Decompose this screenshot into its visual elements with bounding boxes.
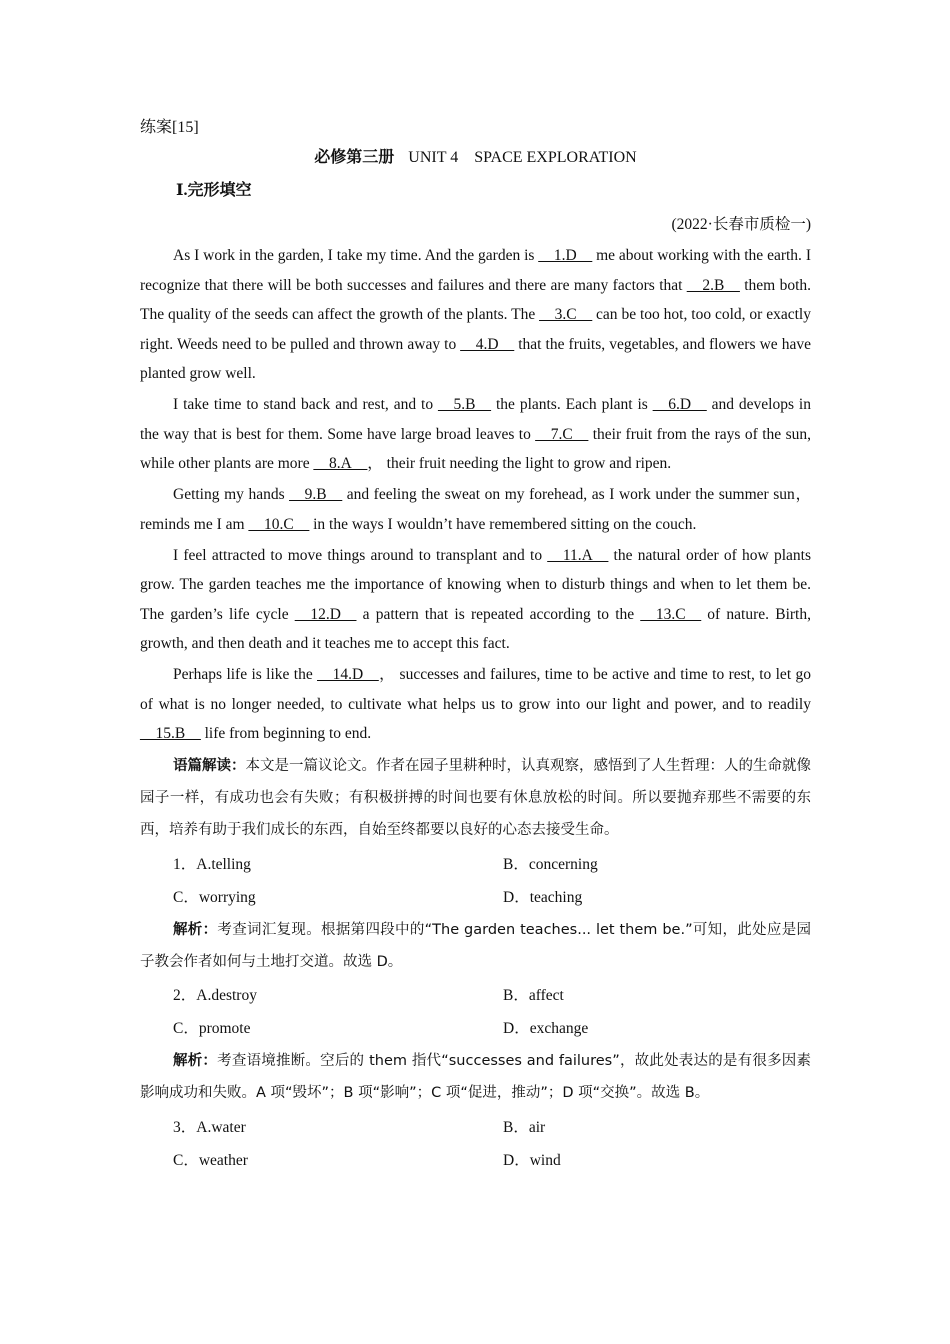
page-title — [140, 143, 811, 173]
blank-9: __9.B__ — [289, 486, 343, 503]
text: ， their fruit needing the light to grow and ripen. — [367, 455, 672, 472]
blank-2: __2.B__ — [686, 276, 740, 294]
source-note: (2022·长春市质检一) — [671, 216, 811, 233]
blank-3: __3.C__ — [539, 306, 593, 323]
text: can be too hot, too cold, or exactly right. Weeds need to be pulled and thrown away to — [140, 306, 811, 353]
option-a: 2．A.destroy — [173, 987, 257, 1004]
text: life from beginning to end. — [200, 725, 372, 742]
text: and feeling the sweat on my forehead, as I work under the summer sun，reminds me I am — [140, 486, 811, 533]
blank-6: __6.D__ — [652, 396, 707, 413]
passage-paragraph-1 — [140, 241, 811, 389]
text: of nature. Birth, growth, and then death and it teaches me to accept this fact. — [140, 605, 811, 652]
option-d: D．exchange — [503, 1020, 589, 1037]
question-2-explanation — [140, 1045, 811, 1109]
text: their fruit from the rays of the sun, while other plants are more — [140, 425, 812, 472]
blank-7: __7.C__ — [535, 425, 589, 443]
blank-4: __4.D__ — [460, 335, 515, 353]
text: a pattern that is repeated according to the — [356, 605, 641, 623]
option-c: C．promote — [173, 1020, 251, 1037]
text: that the fruits, vegetables, and flowers we have planted grow well. — [140, 335, 811, 382]
text: I take time to stand back and rest, and to — [173, 396, 439, 413]
blank-13: __13.C__ — [640, 605, 702, 623]
blank-12: __12.D__ — [294, 605, 357, 623]
explanation-label: 解析： — [173, 921, 218, 938]
reading-text: 本文是一篇议论文。作者在园子里耕种时，认真观察，感悟到了人生哲理：人的生命就像园子一样，有成功也会有失败；有积极拼搏的时间也要有休息放松的时间。所以要抛弃那些不需要的东西，培养有助于我们成长的东西，自始至终都要以良好的心态去接受生命。 — [140, 758, 811, 838]
explanation-text: 考查词汇复现。根据第四段中的“The garden teaches... let them be.”可知，此处应是园子教会作者如何与土地打交道。故选 D。 — [140, 921, 811, 970]
blank-15: __15.B__ — [140, 725, 201, 742]
exercise-label: 练案[15] — [140, 119, 199, 136]
blank-14: __14.D__ — [317, 666, 379, 683]
option-a: 3．A.water — [173, 1118, 246, 1136]
question-1-options-row-2 — [140, 881, 811, 914]
text: and develops in the way that is best for them. Some have large broad leaves to — [140, 396, 811, 443]
passage-paragraph-2 — [140, 390, 811, 479]
reading-label: 语篇解读： — [173, 758, 246, 774]
blank-8: __8.A__ — [313, 455, 368, 472]
question-3-options-row-2 — [140, 1144, 811, 1177]
explanation-label: 解析： — [173, 1053, 218, 1069]
text: Perhaps life is like the — [173, 666, 318, 683]
option-c: C．weather — [173, 1151, 248, 1169]
question-1-options-row-1 — [140, 848, 811, 881]
option-b: B．concerning — [503, 855, 598, 873]
text: me about working with the earth. I recognize that there will be both successes and failures and there are many factors that — [140, 247, 811, 294]
title-english: UNIT 4 SPACE EXPLORATION — [408, 149, 637, 166]
question-1-explanation — [140, 914, 811, 978]
option-b: B．affect — [503, 987, 564, 1004]
explanation-text: 考查语境推断。空后的 them 指代“successes and failures”，故此处表达的是有很多因素影响成功和失败。A 项“毁坏”；B 项“影响”；C 项“促进，推动”；D 项“交换”。故选 B。 — [140, 1053, 811, 1101]
text: them both. The quality of the seeds can affect the growth of the plants. The — [140, 276, 811, 323]
text: I feel attracted to move things around to transplant and to — [173, 546, 548, 564]
text: Getting my hands — [173, 486, 290, 503]
question-2-options-row-2 — [140, 1012, 811, 1045]
option-a: 1．A.telling — [173, 855, 251, 873]
passage-paragraph-5 — [140, 660, 811, 749]
option-b: B．air — [503, 1118, 546, 1136]
reading-analysis — [140, 750, 811, 846]
option-d: D．teaching — [503, 888, 583, 906]
title-chinese: 必修第三册 — [314, 149, 395, 166]
blank-10: __10.C__ — [248, 515, 310, 533]
section-heading: Ⅰ.完形填空 — [176, 182, 252, 199]
passage-paragraph-4 — [140, 541, 811, 659]
text: ， successes and failures, time to be active and time to rest, to let go of what is no longer needed, to cultivate what helps us to grow into our light and power, and to readily — [140, 666, 811, 713]
option-d: D．wind — [503, 1151, 561, 1169]
option-c: C．worrying — [173, 888, 256, 906]
blank-11: __11.A__ — [547, 546, 609, 564]
text: As I work in the garden, I take my time. And the garden is — [173, 247, 539, 264]
text: in the ways I wouldn’t have remembered sitting on the couch. — [309, 515, 697, 533]
document-body — [140, 241, 811, 1177]
blank-1: __1.D__ — [538, 247, 593, 264]
text: the natural order of how plants grow. The garden teaches me the importance of knowing when to disturb things and when to let them be. The garden’s life cycle — [140, 546, 811, 623]
blank-5: __5.B__ — [438, 396, 491, 413]
passage-paragraph-3 — [140, 480, 811, 539]
question-2-options-row-1 — [140, 979, 811, 1012]
question-3-options-row-1 — [140, 1111, 811, 1144]
text: the plants. Each plant is — [491, 396, 653, 413]
